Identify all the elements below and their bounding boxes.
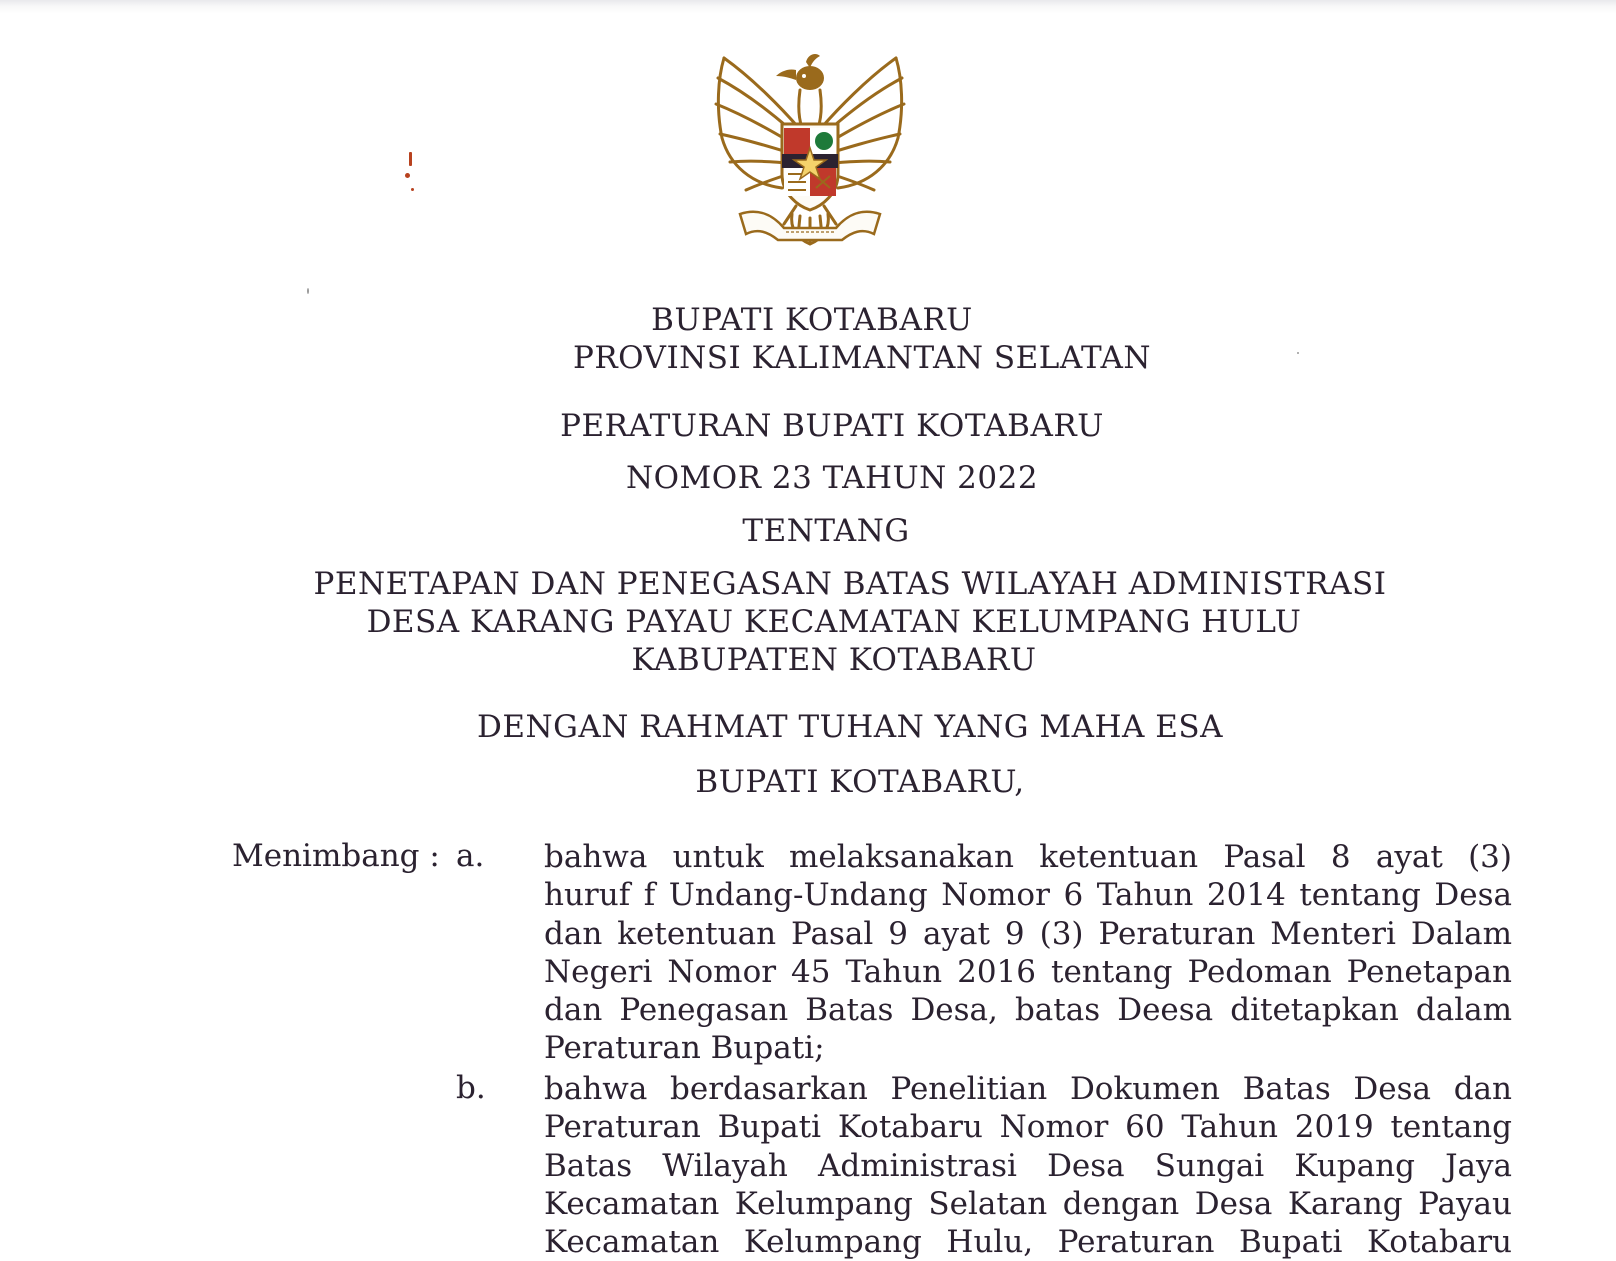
consideration-item-a: [544, 838, 1512, 1068]
subject-line: DESA KARANG PAYAU KECAMATAN KELUMPANG HULU: [366, 604, 1302, 640]
scan-mark: [307, 288, 309, 294]
office-line-1: BUPATI KOTABARU: [651, 302, 973, 338]
item-letter-a: a.: [456, 838, 485, 874]
scan-mark: [409, 152, 412, 166]
paragraph-line: Peraturan Bupati;: [544, 1030, 825, 1067]
consideration-item-b: [544, 1070, 1512, 1261]
paragraph-line: Peraturan Bupati Kotabaru Nomor 60 Tahun 2019 tentang: [544, 1109, 1512, 1146]
subject-line: PENETAPAN DAN PENEGASAN BATAS WILAYAH ADMINISTRASI: [313, 566, 1387, 602]
regulation-title: PERATURAN BUPATI KOTABARU: [560, 408, 1104, 444]
paragraph-line: bahwa berdasarkan Penelitian Dokumen Batas Desa dan: [544, 1071, 1512, 1107]
garuda-pancasila-emblem-icon: [712, 38, 908, 262]
paragraph-line: Negeri Nomor 45 Tahun 2016 tentang Pedoman Penetapan: [544, 953, 1512, 990]
item-letter-b: b.: [456, 1070, 486, 1106]
office-line-2: PROVINSI KALIMANTAN SELATAN: [572, 340, 1152, 376]
scan-mark: [405, 173, 410, 178]
paragraph-line: huruf f Undang-Undang Nomor 6 Tahun 2014 tentang Desa: [544, 877, 1512, 914]
scan-mark: [411, 188, 414, 191]
issuer: BUPATI KOTABARU,: [695, 764, 1025, 800]
paragraph-line: Kecamatan Kelumpang Hulu, Peraturan Bupati Kotabaru: [544, 1224, 1512, 1261]
menimbang-label: Menimbang :: [232, 838, 440, 874]
subject-line: KABUPATEN KOTABARU: [631, 642, 1037, 678]
regulation-number: NOMOR 23 TAHUN 2022: [625, 460, 1039, 496]
paragraph-line: bahwa untuk melaksanakan ketentuan Pasal 8 ayat (3): [544, 839, 1512, 875]
paragraph-line: dan Penegasan Batas Desa, batas Deesa ditetapkan dalam: [544, 992, 1512, 1029]
paragraph-line: Batas Wilayah Administrasi Desa Sungai Kupang Jaya: [544, 1147, 1512, 1184]
paragraph-line: dan ketentuan Pasal 9 ayat 9 (3) Peraturan Menteri Dalam: [544, 915, 1512, 952]
about-label: TENTANG: [742, 513, 910, 549]
paragraph-line: Kecamatan Kelumpang Selatan dengan Desa Karang Payau: [544, 1185, 1512, 1222]
invocation: DENGAN RAHMAT TUHAN YANG MAHA ESA: [476, 709, 1223, 745]
